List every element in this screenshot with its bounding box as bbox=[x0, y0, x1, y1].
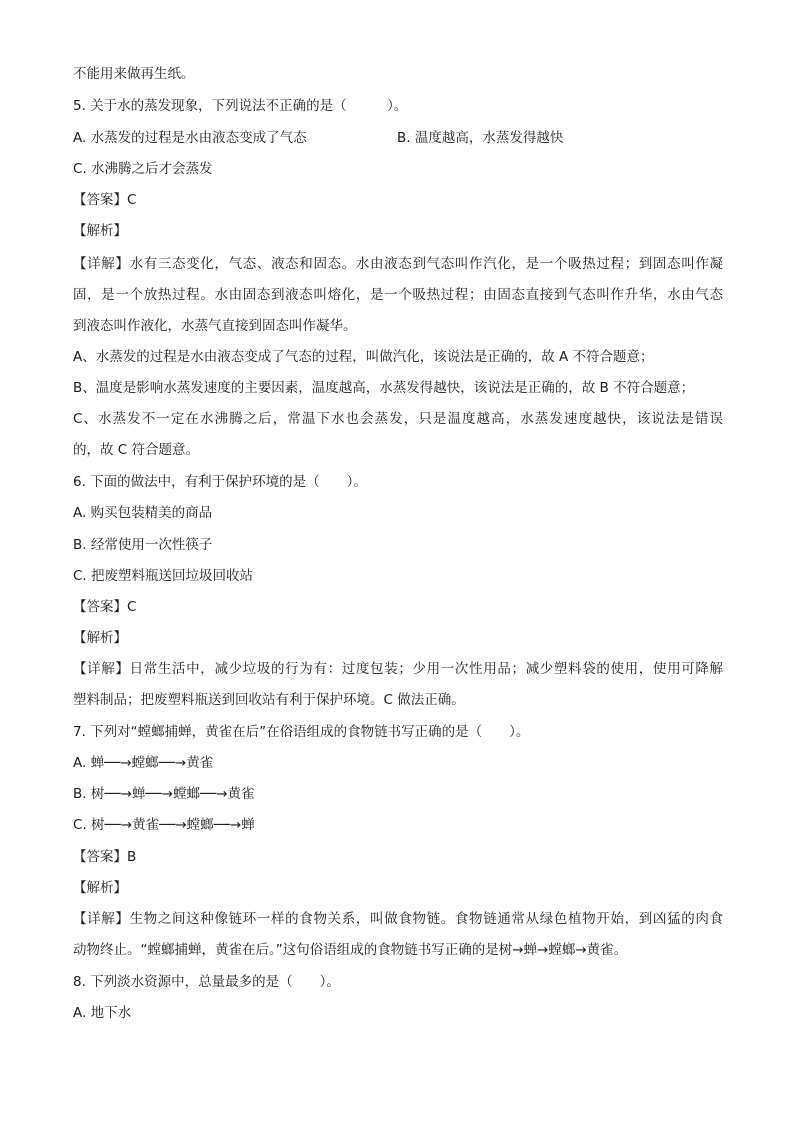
q8-option-a: A. 地下水 bbox=[73, 1005, 132, 1021]
q7-option-c: C. 树──→黄雀──→螳螂──→蝉 bbox=[73, 817, 255, 833]
q7-detail-line: 动物终止。“螳螂捕蝉，黄雀在后。”这句俗语组成的食物链书写正确的是树→蝉→螳螂→黄雀。 bbox=[73, 942, 628, 958]
q6-answer: 【答案】C bbox=[73, 599, 137, 615]
q5-option-b: B. 温度越高，水蒸发得越快 bbox=[397, 130, 564, 146]
q6-stem: 6. 下面的做法中，有利于保护环境的是（ ）。 bbox=[73, 474, 367, 490]
q5-options-row bbox=[73, 128, 723, 148]
q7-detail-line: 【详解】生物之间这种像链环一样的食物关系，叫做食物链。食物链通常从绿色植物开始，到凶猛的肉食 bbox=[73, 911, 723, 927]
q6-option-a: A. 购买包装精美的商品 bbox=[73, 505, 213, 521]
q7-option-a: A. 蝉──→螳螂──→黄雀 bbox=[73, 755, 214, 771]
q7-option-b: B. 树──→蝉──→螳螂──→黄雀 bbox=[73, 786, 255, 802]
q6-option-c: C. 把废塑料瓶送回垃圾回收站 bbox=[73, 568, 254, 584]
q5-stem: 5. 关于水的蒸发现象，下列说法不正确的是（ ）。 bbox=[73, 98, 408, 114]
q5-detail-line: 【详解】水有三态变化，气态、液态和固态。水由液态到气态叫作汽化，是一个吸热过程；到固态叫作凝 bbox=[73, 256, 723, 272]
q6-detail-line: 【详解】日常生活中，减少垃圾的行为有：过度包装；少用一次性用品；减少塑料袋的使用，使用可降解 bbox=[73, 661, 723, 677]
q6-option-b: B. 经常使用一次性筷子 bbox=[73, 537, 213, 553]
q5-detail-line: 的，故 C 符合题意。 bbox=[73, 442, 200, 458]
q5-option-a: A. 水蒸发的过程是水由液态变成了气态 bbox=[73, 130, 307, 146]
intro-text: 不能用来做再生纸。 bbox=[73, 66, 195, 82]
q6-detail-line: 塑料制品；把废塑料瓶送到回收站有利于保护环境。C 做法正确。 bbox=[73, 692, 465, 708]
q6-analysis-heading: 【解析】 bbox=[73, 630, 127, 646]
q7-analysis-heading: 【解析】 bbox=[73, 880, 127, 896]
q5-detail-line: B、温度是影响水蒸发速度的主要因素，温度越高，水蒸发得越快，该说法是正确的，故 B 不符合题意； bbox=[73, 380, 695, 396]
q7-stem: 7. 下列对“螳螂捕蝉，黄雀在后”在俗语组成的食物链书写正确的是（ ）。 bbox=[73, 724, 530, 740]
q5-analysis-heading: 【解析】 bbox=[73, 223, 127, 239]
q5-answer: 【答案】C bbox=[73, 192, 137, 208]
q5-detail-line: A、水蒸发的过程是水由液态变成了气态的过程，叫做汽化，该说法是正确的，故 A 不符合题意； bbox=[73, 349, 654, 365]
q5-detail-line: 固，是一个放热过程。水由固态到液态叫熔化，是一个吸热过程；由固态直接到气态叫作升华，水由气态 bbox=[73, 287, 723, 303]
q5-detail-line: C、水蒸发不一定在水沸腾之后，常温下水也会蒸发，只是温度越高，水蒸发速度越快，该说法是错误 bbox=[73, 411, 723, 427]
q5-option-c: C. 水沸腾之后才会蒸发 bbox=[73, 161, 213, 177]
q8-stem: 8. 下列淡水资源中，总量最多的是（ ）。 bbox=[73, 974, 340, 990]
q5-detail-line: 到液态叫作液化，水蒸气直接到固态叫作凝华。 bbox=[73, 318, 357, 334]
q7-answer: 【答案】B bbox=[73, 849, 137, 865]
